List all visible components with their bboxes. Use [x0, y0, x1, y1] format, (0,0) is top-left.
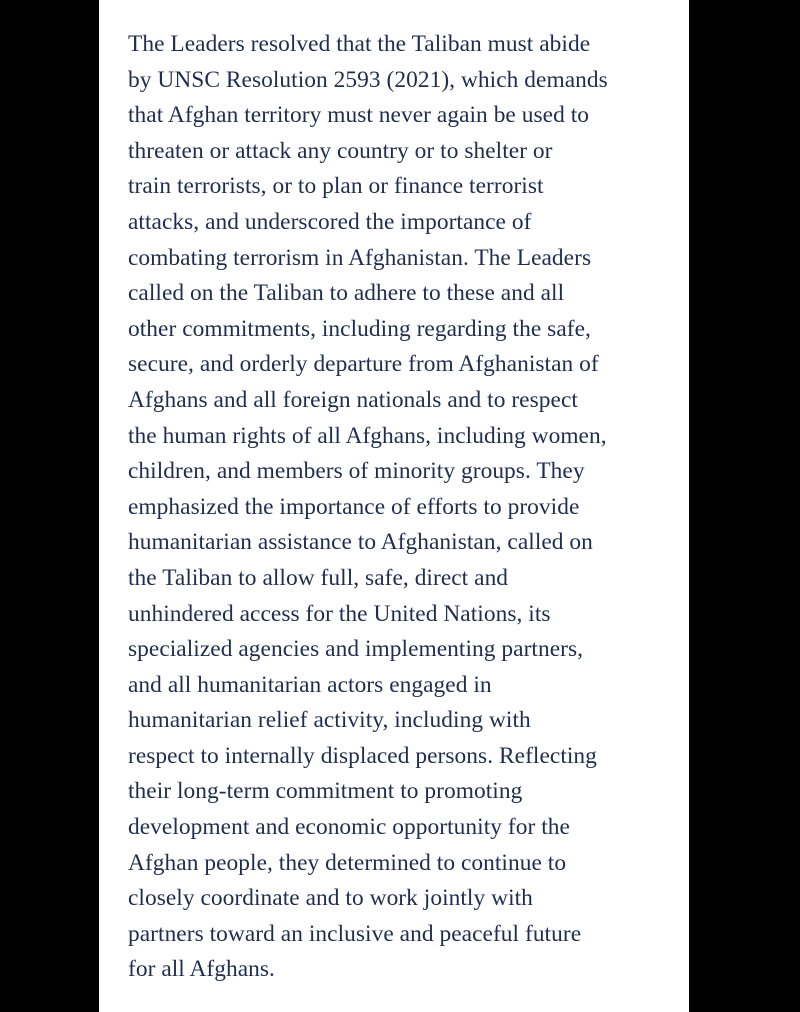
paragraph-line: secure, and orderly departure from Afghanistan of: [128, 351, 599, 378]
paragraph-line: respect to internally displaced persons. Reflecting: [128, 742, 597, 769]
paragraph-line: The Leaders resolved that the Taliban must abide: [128, 31, 591, 57]
document-page: [99, 0, 689, 1012]
paragraph-line: closely coordinate and to work jointly with: [128, 885, 533, 912]
paragraph-line: development and economic opportunity for the: [128, 814, 570, 841]
paragraph-line: other commitments, including regarding the safe,: [128, 315, 591, 342]
paragraph-line: for all Afghans.: [128, 956, 275, 983]
paragraph-line: specialized agencies and implementing partners,: [128, 636, 584, 663]
paragraph-line: humanitarian assistance to Afghanistan, called on: [128, 529, 593, 556]
paragraph-line: Afghan people, they determined to continue to: [128, 849, 567, 876]
paragraph-line: combating terrorism in Afghanistan. The Leaders: [128, 244, 592, 271]
paragraph-line: the Taliban to allow full, safe, direct and: [128, 564, 509, 591]
paragraph-line: train terrorists, or to plan or finance terrorist: [128, 173, 544, 200]
paragraph-line: their long-term commitment to promoting: [128, 778, 523, 805]
paragraph-line: Afghans and all foreign nationals and to respect: [128, 386, 578, 413]
paragraph-line: partners toward an inclusive and peaceful future: [128, 920, 582, 947]
paragraph-line: called on the Taliban to adhere to these and all: [128, 280, 565, 307]
paragraph-line: humanitarian relief activity, including with: [128, 707, 531, 734]
paragraph-line: unhindered access for the United Nations, its: [128, 600, 551, 627]
paragraph-line: children, and members of minority groups. They: [128, 458, 585, 485]
paragraph-line: the human rights of all Afghans, including women,: [128, 422, 607, 449]
paragraph-line: that Afghan territory must never again be used to: [128, 102, 590, 129]
paragraph-line: emphasized the importance of efforts to provide: [128, 493, 580, 520]
paragraph-line: threaten or attack any country or to shelter or: [128, 137, 553, 164]
paragraph-line: and all humanitarian actors engaged in: [128, 671, 492, 698]
statement-paragraph: [128, 27, 673, 988]
paragraph-line: by UNSC Resolution 2593 (2021), which demands: [128, 66, 608, 93]
paragraph-line: attacks, and underscored the importance of: [128, 208, 532, 235]
